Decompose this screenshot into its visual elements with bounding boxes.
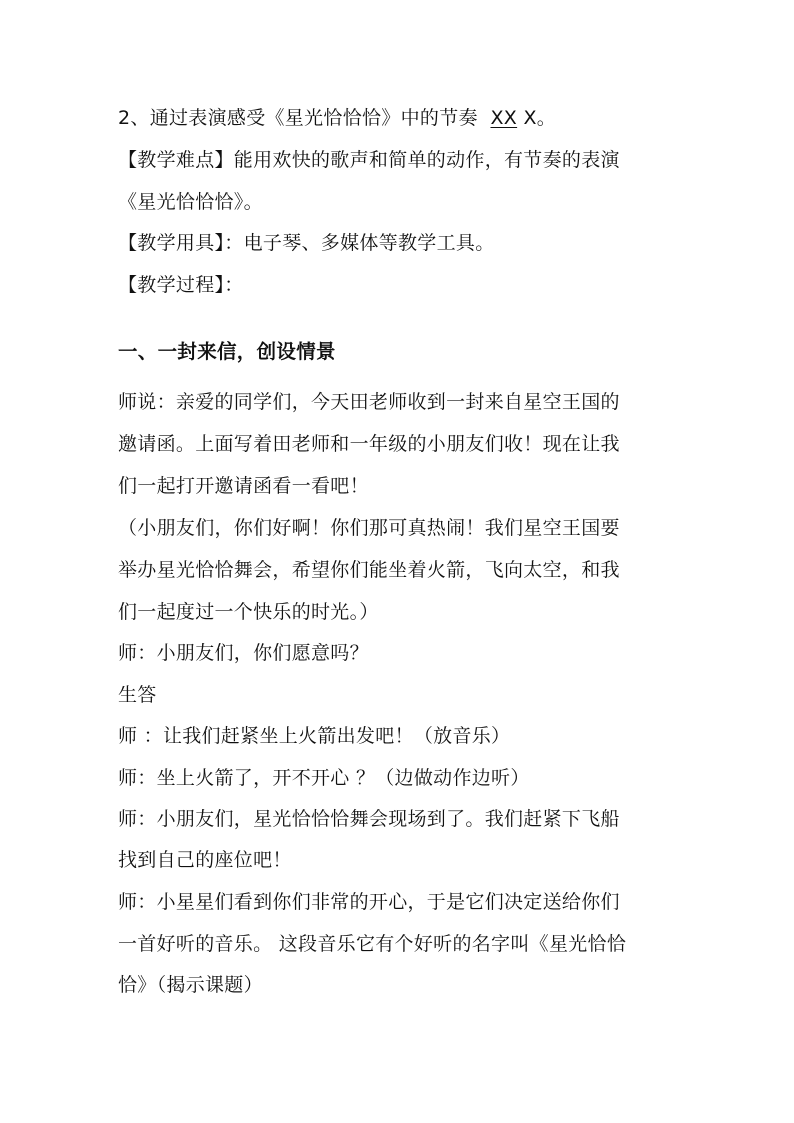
rhythm-rest: X。 bbox=[517, 107, 557, 129]
paragraph-line: 举办星光恰恰舞会，希望你们能坐着火箭，飞向太空，和我 bbox=[118, 559, 620, 581]
paragraph-line: 师：坐上火箭了，开不开心 ？（边做动作边听） bbox=[118, 767, 530, 789]
teaching-process: 【教学过程】： bbox=[118, 274, 244, 296]
paragraph-line: 恰》（揭示课题） bbox=[118, 974, 263, 996]
paragraph-line: 一首好听的音乐。 这段音乐它有个好听的名字叫《星光恰恰 bbox=[118, 933, 627, 955]
teaching-difficulty-line-2: 《星光恰恰恰》。 bbox=[118, 191, 263, 213]
paragraph-line: 师 ：让我们赶紧坐上火箭出发吧！（放音乐） bbox=[118, 725, 511, 747]
paragraph-line: 师：小朋友们，星光恰恰恰舞会现场到了。我们赶紧下飞船 bbox=[118, 808, 620, 830]
section-heading-1: 一、一封来信，创设情景 bbox=[118, 340, 336, 363]
paragraph-line: 们一起度过一个快乐的时光。） bbox=[118, 601, 379, 623]
paragraph-line: （小朋友们，你们好啊！你们那可真热闹！我们星空王国要 bbox=[118, 517, 620, 539]
teaching-tools: 【教学用具】：电子琴、多媒体等教学工具。 bbox=[118, 232, 495, 254]
paragraph-line: 生答 bbox=[118, 684, 157, 706]
paragraph-line: 找到自己的座位吧！ bbox=[118, 849, 292, 871]
goal-2-text: 2、通过表演感受《星光恰恰恰》中的节奏 bbox=[118, 107, 478, 129]
teaching-goal-2 bbox=[118, 106, 718, 130]
paragraph-line: 邀请函。上面写着田老师和一年级的小朋友们收！现在让我 bbox=[118, 433, 620, 455]
teaching-difficulty-line-1: 【教学难点】能用欢快的歌声和简单的动作，有节奏的表演 bbox=[118, 149, 620, 171]
paragraph-line: 师：小星星们看到你们非常的开心，于是它们决定送给你们 bbox=[118, 891, 620, 913]
paragraph-line: 们一起打开邀请函看一看吧！ bbox=[118, 475, 369, 497]
rhythm-underlined: XX bbox=[490, 107, 518, 129]
paragraph-line: 师：小朋友们，你们愿意吗？ bbox=[118, 642, 369, 664]
paragraph-line: 师说：亲爱的同学们，今天田老师收到一封来自星空王国的 bbox=[118, 391, 620, 413]
